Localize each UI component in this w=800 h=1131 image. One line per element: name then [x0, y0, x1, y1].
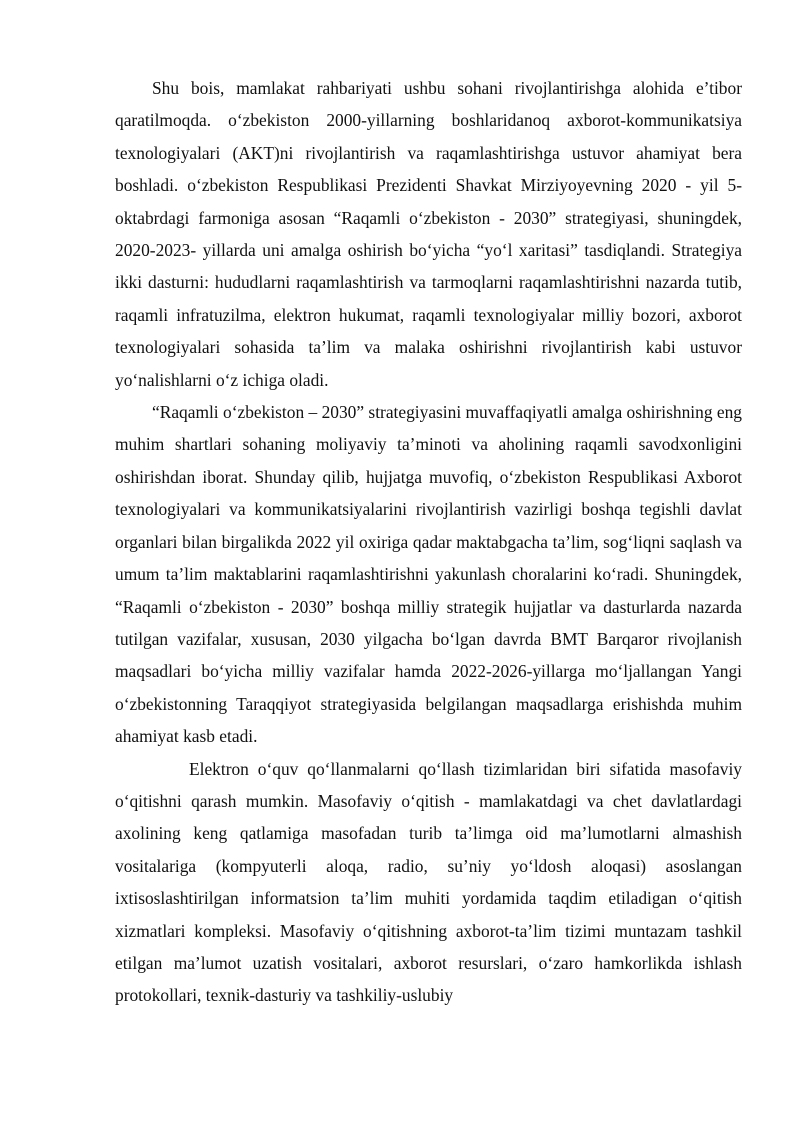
- body-text: [115, 72, 742, 1012]
- paragraph-1: Shu bois, mamlakat rahbariyati ushbu sohani rivojlantirishga alohida e’tibor qaratilmoqda. o‘zbekiston 2000-yillarning boshlaridanoq axborot-kommunikatsiya texnologiyalari (AKT)ni rivojlantirish va raqamlashtirishga ustuvor ahamiyat bera boshladi. o‘zbekiston Respublikasi Prezidenti Shavkat Mirziyoyevning 2020 - yil 5-oktabrdagi farmoniga asosan “Raqamli o‘zbekiston - 2030” strategiyasi, shuningdek, 2020-2023- yillarda uni amalga oshirish bo‘yicha “yo‘l xaritasi” tasdiqlandi. Strategiya ikki dasturni: hududlarni raqamlashtirish va tarmoqlarni raqamlashtirishni nazarda tutib, raqamli infratuzilma, elektron hukumat, raqamli texnologiyalar milliy bozori, axborot texnologiyalari sohasida ta’lim va malaka oshirishni rivojlantirish kabi ustuvor yo‘nalishlarni o‘z ichiga oladi.: [115, 78, 742, 390]
- paragraph-3: Elektron o‘quv qo‘llanmalarni qo‘llash tizimlaridan biri sifatida masofaviy o‘qitishni qarash mumkin. Masofaviy o‘qitish - mamlakatdagi va chet davlatlardagi axolining keng qatlamiga masofadan turib ta’limga oid ma’lumotlarni almashish vositalariga (kompyuterli aloqa, radio, su’niy yo‘ldosh aloqasi) asoslangan ixtisoslashtirilgan informatsion ta’lim muhiti yordamida taqdim etiladigan o‘qitish xizmatlari kompleksi. Masofaviy o‘qitishning axborot-ta’lim tizimi muntazam tashkil etilgan ma’lumot uzatish vositalari, axborot resurslari, o‘zaro hamkorlikda ishlash protokollari, texnik-dasturiy va tashkiliy-uslubiy: [115, 758, 742, 1006]
- paragraph-2: “Raqamli o‘zbekiston – 2030” strategiyasini muvaffaqiyatli amalga oshirishning eng muhim shartlari sohaning moliyaviy ta’minoti va aholining raqamli savodxonligini oshirishdan iborat. Shunday qilib, hujjatga muvofiq, o‘zbekiston Respublikasi Axborot texnologiyalari va kommunikatsiyalarini rivojlantirish vazirligi boshqa tegishli davlat organlari bilan birgalikda 2022 yil oxiriga qadar maktabgacha ta’lim, sog‘liqni saqlash va umum ta’lim maktablarini raqamlashtirishni yakunlash choralarini ko‘radi. Shuningdek, “Raqamli o‘zbekiston - 2030” boshqa milliy strategik hujjatlar va dasturlarda nazarda tutilgan vazifalar, xususan, 2030 yilgacha bo‘lgan davrda BMT Barqaror rivojlanish maqsadlari bo‘yicha milliy vazifalar hamda 2022-2026-yillarga mo‘ljallangan Yangi o‘zbekistonning Taraqqiyot strategiyasida belgilangan maqsadlarga erishishda muhim ahamiyat kasb etadi.: [115, 402, 742, 747]
